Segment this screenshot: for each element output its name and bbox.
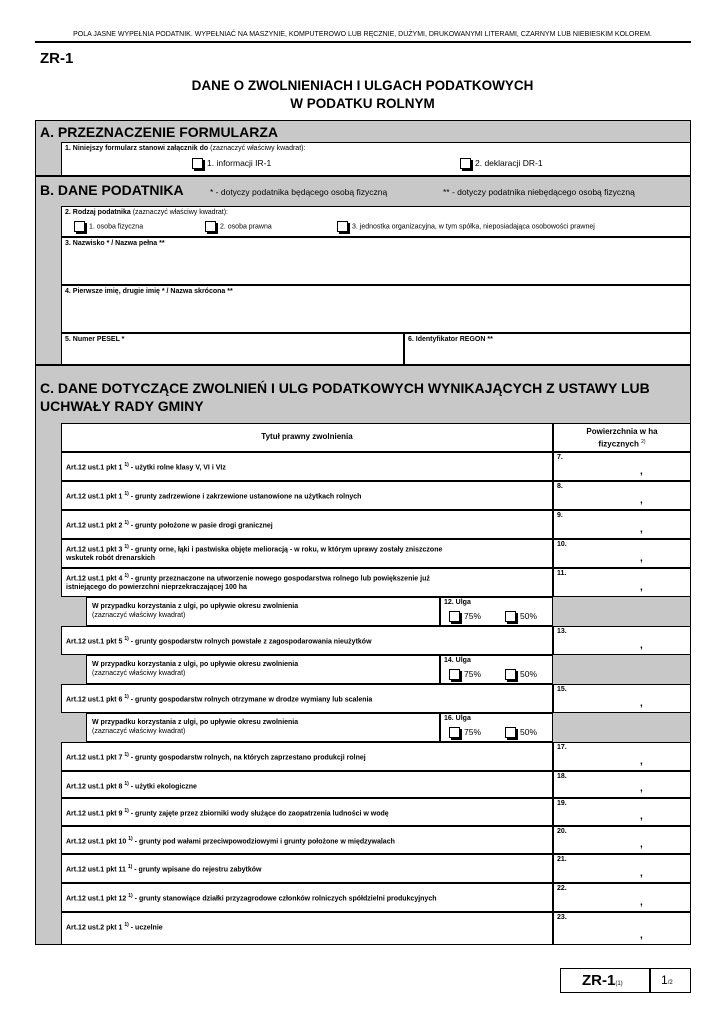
row-article: Art.12 ust.1 pkt 1 [66, 493, 123, 501]
decimal-comma: , [640, 495, 643, 506]
ulga-50-label: 50% [520, 727, 538, 737]
checkbox-icon[interactable] [192, 158, 203, 169]
area-input[interactable] [553, 883, 691, 912]
ulga-75-label: 75% [464, 611, 482, 621]
ulga-50-label: 50% [520, 611, 538, 621]
field-number: 7. [557, 454, 563, 461]
row-footnote: 1) [124, 636, 129, 642]
checkbox-icon[interactable] [505, 669, 516, 680]
row-footnote: 1) [124, 520, 129, 526]
field-3-label: 3. Nazwisko * / Nazwa pełna ** [65, 240, 165, 247]
row-title [66, 863, 550, 874]
row-title [66, 461, 550, 472]
option-dr1[interactable]: 2. deklaracji DR-1 [460, 158, 543, 169]
section-c-heading-line1: C. DANE DOTYCZĄCE ZWOLNIEŃ I ULG PODATKOWYCH WYNIKAJĄCYCH Z USTAWY LUB [40, 380, 650, 396]
row-article: Art.12 ust.1 pkt 2 [66, 522, 123, 530]
row-article: Art.12 ust.1 pkt 5 [66, 638, 123, 646]
row-footnote: 1) [128, 893, 133, 899]
ulga-50-option[interactable] [505, 669, 537, 680]
decimal-comma: , [640, 466, 643, 477]
ulga-condition-line2: (zaznaczyć właściwy kwadrat) [92, 728, 186, 735]
field-number: 19. [557, 800, 567, 807]
row-text-cont: wskutek robót drenarskich [66, 555, 156, 563]
row-footnote: 1) [124, 922, 129, 928]
row-title [66, 490, 550, 501]
decimal-comma: , [640, 897, 643, 908]
option-osoba-prawna[interactable]: 2. osoba prawna [205, 221, 272, 232]
row-title [66, 635, 550, 646]
row-footnote: 1) [124, 462, 129, 468]
row-title [66, 693, 550, 704]
row-article: Art.12 ust.1 pkt 4 [66, 575, 123, 583]
field-1-label: 1. Niniejszy formularz stanowi załącznik do (zaznaczyć właściwy kwadrat): [65, 145, 306, 152]
section-a-heading: A. PRZEZNACZENIE FORMULARZA [40, 124, 278, 140]
row-text: - użytki rolne klasy V, VI i VIz [128, 464, 226, 472]
area-input[interactable] [553, 452, 691, 481]
decimal-comma: , [640, 811, 643, 822]
checkbox-icon[interactable] [74, 221, 85, 232]
row-text: - grunty zadrzewione i zakrzewione ustanowione na użytkach rolnych [128, 493, 362, 501]
row-footnote: 1) [128, 836, 133, 842]
checkbox-icon[interactable] [337, 221, 348, 232]
row-text: - grunty zajęte przez zbiorniki wody służące do zaopatrzenia ludności w wodę [128, 810, 389, 818]
decimal-comma: , [640, 756, 643, 767]
note-natural-person: * - dotyczy podatnika będącego osobą fizyczną [210, 187, 388, 197]
row-footnote: 1) [124, 544, 129, 550]
column-header-title-text: Tytuł prawny zwolnienia [261, 432, 353, 441]
row-title [66, 572, 550, 592]
ulga-75-option[interactable] [449, 727, 481, 738]
checkbox-icon[interactable] [205, 221, 216, 232]
ulga-label: 16. Ulga [444, 715, 471, 722]
ulga-75-option[interactable] [449, 611, 481, 622]
ulga-condition-text [92, 718, 298, 736]
ulga-condition-text [92, 660, 298, 678]
note-legal-person: ** - dotyczy podatnika niebędącego osobą fizyczną [443, 187, 635, 197]
row-title [66, 543, 550, 563]
field-number: 18. [557, 773, 567, 780]
ulga-50-option[interactable] [505, 611, 537, 622]
field-5-label: 5. Numer PESEL * [65, 336, 125, 343]
field-number: 11. [557, 570, 567, 577]
checkbox-icon[interactable] [449, 669, 460, 680]
row-text: - grunty orne, łąki i pastwiska objęte melioracją - w roku, w którym uprawy zostały zniszczone [128, 546, 443, 554]
ulga-condition-line1: W przypadku korzystania z ulgi, po upływie okresu zwolnienia [92, 661, 299, 668]
row-article: Art.12 ust.1 pkt 9 [66, 810, 123, 818]
row-article: Art.12 ust.1 pkt 3 [66, 546, 123, 554]
row-article: Art.12 ust.1 pkt 10 [66, 838, 127, 846]
area-input[interactable] [553, 771, 691, 798]
row-text-cont: istniejącego do powierzchni nieprzekraczającej 100 ha [66, 584, 247, 592]
decimal-comma: , [640, 783, 643, 794]
area-input[interactable] [553, 626, 691, 655]
row-title [66, 835, 550, 846]
decimal-comma: , [640, 524, 643, 535]
field-number: 20. [557, 828, 567, 835]
decimal-comma: , [640, 930, 643, 941]
area-input[interactable] [553, 826, 691, 854]
ulga-50-option[interactable] [505, 727, 537, 738]
area-input[interactable] [553, 854, 691, 883]
row-title [66, 519, 550, 530]
row-text: - grunty gospodarstw rolnych, na których zaprzestano produkcji rolnej [128, 754, 366, 762]
row-article: Art.12 ust.1 pkt 6 [66, 696, 123, 704]
area-input[interactable] [553, 539, 691, 568]
ulga-50-label: 50% [520, 669, 538, 679]
ulga-condition-text [92, 602, 298, 620]
row-article: Art.12 ust.1 pkt 1 [66, 464, 123, 472]
option-jednostka[interactable]: 3. jednostka organizacyjna, w tym spółka, nieposiadająca osobowości prawnej [337, 221, 595, 232]
row-text: - grunty gospodarstw rolnych powstałe z zagospodarowania nieużytków [128, 638, 372, 646]
row-title [66, 921, 550, 932]
row-title [66, 751, 550, 762]
form-title-line2: W PODATKU ROLNYM [290, 96, 435, 111]
footer-code: ZR-1(1) [582, 972, 623, 989]
decimal-comma: , [640, 553, 643, 564]
area-input[interactable] [553, 684, 691, 713]
field-4-label: 4. Pierwsze imię, drugie imię * / Nazwa skrócona ** [65, 288, 233, 295]
row-footnote: 1) [124, 752, 129, 758]
section-c-heading-line2: UCHWAŁY RADY GMINY [40, 398, 204, 414]
form-title-line1: DANE O ZWOLNIENIACH I ULGACH PODATKOWYCH [191, 78, 534, 93]
option-osoba-fizyczna[interactable]: 1. osoba fizyczna [74, 221, 143, 232]
ulga-75-option[interactable] [449, 669, 481, 680]
row-footnote: 1) [124, 694, 129, 700]
row-footnote: 1) [124, 491, 129, 497]
row-text: - grunty gospodarstw rolnych otrzymane w drodze wymiany lub scalenia [128, 696, 373, 704]
decimal-comma: , [640, 839, 643, 850]
row-text: - użytki ekologiczne [128, 783, 197, 791]
row-text: - grunty przeznaczone na utworzenie nowego gospodarstwa rolnego lub powiększenie już [128, 575, 430, 583]
checkbox-icon[interactable] [460, 158, 471, 169]
row-article: Art.12 ust.1 pkt 12 [66, 895, 127, 903]
top-rule [35, 41, 691, 43]
row-footnote: 1) [127, 864, 133, 870]
decimal-comma: , [640, 868, 643, 879]
ulga-condition-line2: (zaznaczyć właściwy kwadrat) [92, 670, 186, 677]
form-code: ZR-1 [40, 50, 74, 67]
field-number: 23. [557, 914, 567, 921]
row-footnote: 1) [124, 808, 129, 814]
option-ir1[interactable]: 1. informacji IR-1 [192, 158, 271, 169]
ulga-condition-line1: W przypadku korzystania z ulgi, po upływie okresu zwolnienia [92, 603, 299, 610]
decimal-comma: , [640, 698, 643, 709]
row-footnote: 1) [124, 573, 129, 579]
column-header-area-text: Powierzchnia w ha fizycznych $^{2)}$ [586, 427, 658, 449]
row-title [66, 892, 550, 903]
field-number: 15. [557, 686, 567, 693]
field-number: 21. [557, 856, 567, 863]
area-input[interactable] [553, 742, 691, 771]
field-number: 22. [557, 885, 567, 892]
row-article: Art.12 ust.2 pkt 1 [66, 924, 123, 932]
ulga-condition-line1: W przypadku korzystania z ulgi, po upływie okresu zwolnienia [92, 719, 299, 726]
page-number: 1/2 [661, 973, 673, 987]
field-6-label: 6. Identyfikator REGON ** [408, 336, 493, 343]
row-article: Art.12 ust.1 pkt 7 [66, 754, 123, 762]
row-article: Art.12 ust.1 pkt 11 [66, 866, 126, 874]
ulga-75-label: 75% [464, 727, 482, 737]
area-input[interactable] [553, 510, 691, 539]
ulga-label: 14. Ulga [444, 657, 471, 664]
row-footnote: 1) [124, 781, 129, 787]
row-text: - grunty położone w pasie drogi granicznej [128, 522, 273, 530]
area-input[interactable] [553, 798, 691, 826]
field-number: 10. [557, 541, 567, 548]
field-number: 17. [557, 744, 567, 751]
checkbox-icon[interactable] [505, 727, 516, 738]
area-input[interactable] [553, 568, 691, 597]
field-number: 13. [557, 628, 567, 635]
checkbox-icon[interactable] [449, 611, 460, 622]
row-title [66, 807, 550, 818]
row-article: Art.12 ust.1 pkt 8 [66, 783, 123, 791]
row-text: - grunty pod wałami przeciwpowodziowymi i grunty położone w międzywalach [132, 838, 395, 846]
top-instruction: POLA JASNE WYPEŁNIA PODATNIK. WYPEŁNIAĆ NA MASZYNIE, KOMPUTEROWO LUB RĘCZNIE, DUŻYMI, DRUKOWANYMI LITERAMI, CZARNYM LUB NIEBIESKIM KOLOREM. [73, 31, 652, 38]
checkbox-icon[interactable] [505, 611, 516, 622]
field-number: 8. [557, 483, 563, 490]
ulga-label: 12. Ulga [444, 599, 471, 606]
field-number: 9. [557, 512, 563, 519]
area-input[interactable] [553, 912, 691, 945]
ulga-75-label: 75% [464, 669, 482, 679]
row-text: - uczelnie [128, 924, 163, 932]
area-input[interactable] [553, 481, 691, 510]
field-2-label: 2. Rodzaj podatnika (zaznaczyć właściwy kwadrat): [65, 209, 228, 216]
decimal-comma: , [640, 640, 643, 651]
decimal-comma: , [640, 582, 643, 593]
checkbox-icon[interactable] [449, 727, 460, 738]
ulga-condition-line2: (zaznaczyć właściwy kwadrat) [92, 612, 186, 619]
row-text: - grunty wpisane do rejestru zabytków [132, 866, 262, 874]
section-b-heading: B. DANE PODATNIKA [40, 182, 184, 198]
row-text: - grunty stanowiące działki przyzagrodowe członków rolniczych spółdzielni produkcyjnych [132, 895, 437, 903]
row-title [66, 780, 550, 791]
